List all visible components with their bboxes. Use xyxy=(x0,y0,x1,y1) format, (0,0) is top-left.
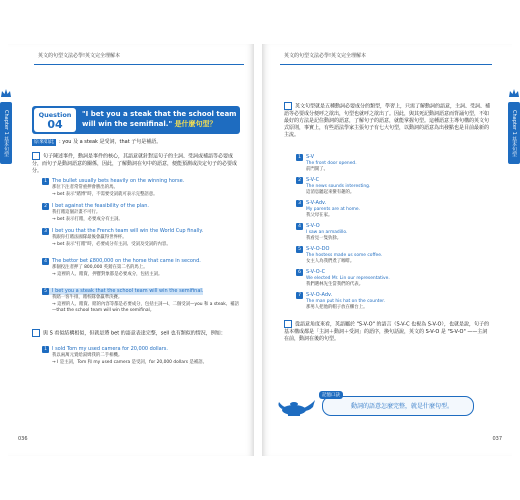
pattern-3-zh: 我父母在家。 xyxy=(306,213,333,218)
pattern-7-zh: 那男人把他的帽子放在櫃台上。 xyxy=(306,305,368,310)
question-banner xyxy=(32,106,240,134)
example-3-en: 3 I bet you that the French team will win the World Cup finally. xyxy=(42,228,203,235)
pattern-2-zh: 這消息聽起來蠻有趣的。 xyxy=(306,190,355,195)
pattern-6-label: 6 S-V-O-C xyxy=(296,269,325,276)
pattern-4-label: 4 S-V-O xyxy=(296,223,320,230)
example-1-zh: 那位下注者常常重押會勝出的馬。 xyxy=(52,185,118,190)
question-number: 04 xyxy=(47,118,63,131)
running-header: 英文的句型文法必學!英文完全理解本 xyxy=(284,53,367,59)
pattern-7-label: 7 S-V-O-Adv. xyxy=(296,292,332,299)
checkbox-icon xyxy=(284,102,292,110)
example-1-note: → bet 表示"賭博"時，不需要受詞就可表示完整語意。 xyxy=(52,192,158,197)
example-4-zh: 那個投注者押了 800,000 英鎊在第二名的馬上。 xyxy=(52,265,148,270)
header-rule xyxy=(280,64,492,65)
original-line xyxy=(32,139,161,146)
original-text: : you 及 a steak 是受詞，that 子句是補語。 xyxy=(59,139,162,145)
memo-label: 記憶口訣 xyxy=(319,391,343,399)
point-5-text: 英文句型就是五種動詞必要成分的類型，學習上，只需了解動詞的語意，主詞、受詞、補語等必要成分便呼之欲出，句型也就呼之欲出了。因此，與其死記動詞語意而背誦句型，不如最好的方法是記住動詞的語意，了解句子的語意，就能掌握句型。這種語意主導句構的英文句式原則，事實上，有些語法學家主張句子有七大句型，以動詞的語意為出發點也是目前最新的主流。 xyxy=(284,103,491,138)
example-2-note: → bet 表示打賭，必要成分有主詞。 xyxy=(52,217,123,222)
point-3 xyxy=(32,329,242,338)
pattern-6-zh: 我們選林先生當我們的代表。 xyxy=(306,282,364,287)
example-5-note: → 這裡的人、賭資、賭的內容等都是必要成分，包括主詞—I、二個受詞—you 和 a steak、補語—that the school team will win the semifinal。 xyxy=(52,302,239,313)
checkbox-icon xyxy=(32,152,40,160)
pattern-2-label: 2 S-V-C xyxy=(296,177,319,184)
magic-lamp-icon xyxy=(276,394,316,416)
pattern-5-label: 5 S-V-O-DO xyxy=(296,246,329,253)
memo-bubble xyxy=(322,393,474,416)
right-page xyxy=(262,44,517,456)
point-6 xyxy=(284,320,492,343)
pattern-5-zh: 女主人為我們煮了咖啡。 xyxy=(306,259,355,264)
crown-icon xyxy=(509,89,519,97)
question-title-en: "I bet you a steak that the school team will win the semifinal." xyxy=(82,110,237,128)
pattern-4-zh: 我看見一隻犰狳。 xyxy=(306,236,342,241)
example-6-zh: 我以兩萬元賣給湯姆我的二手相機。 xyxy=(52,353,123,358)
example-3-zh: 我跟你打賭法國隊最後會贏得世界杯。 xyxy=(52,235,127,240)
point-1-text: 句子陳述事件，動詞是事件的核心，其語意就針對這句子的主詞、受詞或補語等必要成分，而句子是動詞語意的關係，因此，了解動詞在句中的語意，便能預測或決定句子的必要成分。 xyxy=(32,153,238,174)
example-6-note: → I 是主詞，Tom 和 my used camera 是受詞，for 20,000 dollars 是補語。 xyxy=(52,360,208,365)
pattern-4-en: I saw an armadillo. xyxy=(306,230,348,235)
pattern-1-label: 1 S-V xyxy=(296,154,314,161)
example-4-note: → 這裡的人、賭資，押寶對象都是必要成分，包括主詞。 xyxy=(52,272,163,277)
chapter-tab: Chapter 1 基本句型 xyxy=(0,102,12,164)
crown-icon xyxy=(1,89,11,97)
checkbox-icon xyxy=(32,329,40,337)
page-number: 036 xyxy=(18,436,28,442)
pattern-7-en: The man put his hat on the counter. xyxy=(306,299,386,304)
example-3-note: → bet 表示"打賭"時，必要成分有主詞、受詞及受詞的內容。 xyxy=(52,242,171,247)
running-header: 英文的句型文法必學!英文完全理解本 xyxy=(38,53,121,59)
pattern-6-en: We elected Mr. Lin our representative. xyxy=(306,276,390,281)
point-5 xyxy=(284,102,492,139)
pattern-1-en: The front door opened. xyxy=(306,161,357,166)
header-rule xyxy=(34,64,244,65)
example-2-en: 2 I bet against the feasibility of the plan. xyxy=(42,203,149,210)
example-1-en: 1 The bullet usually bets heavily on the winning horse. xyxy=(42,178,184,185)
example-5-zh: 我賭一客牛排，賭校隊會贏準決賽。 xyxy=(52,295,123,300)
question-badge xyxy=(34,108,76,132)
point-1 xyxy=(32,152,242,175)
pattern-2-en: The news sounds interesting. xyxy=(306,184,371,189)
chapter-tab: Chapter 1 基本句型 xyxy=(508,102,520,164)
memo-text: 動詞的語意怎麼完整，就是什麼句型。 xyxy=(351,403,454,410)
pattern-3-en: My parents are at home. xyxy=(306,207,361,212)
pattern-5-en: The hostess made us some coffee. xyxy=(306,253,383,258)
question-title xyxy=(82,109,238,129)
original-tag: 原來如此 xyxy=(34,139,55,145)
example-6-en: 1 I sold Tom my used camera for 20,000 dollars. xyxy=(42,346,168,353)
example-4-en: 4 The bettor bet £800,000 on the horse that came in second. xyxy=(42,258,201,265)
checkbox-icon xyxy=(284,320,292,328)
point-6-text: 從語意角度來看，英語屬於 "S-V-O" 的語言（S-V-C 也視為 S-V-O），也就是說，句子的基本構成都是「主詞＋動詞＋受詞」的語序，換句話說，英文的 S-V-O 是 "S-V-O" ——主詞在前，動詞在後的句型。 xyxy=(284,321,489,342)
left-page xyxy=(3,44,254,456)
pattern-1-zh: 前門開了。 xyxy=(306,167,328,172)
point-3-text: 與 S 看似結構相似，但就是將 bet 的語意表達完整，sell 也有類似的情況，例如： xyxy=(43,330,226,337)
example-5-en: 5 I bet you a steak that the school team will win the semifinal. xyxy=(42,288,203,295)
page-number: 037 xyxy=(492,436,502,442)
question-label: Question xyxy=(38,111,72,119)
example-2-zh: 我打賭這個計畫不可行。 xyxy=(52,210,101,215)
question-title-sub: 是什麼句型？ xyxy=(174,120,217,128)
pattern-3-label: 3 S-V-Adv. xyxy=(296,200,326,207)
